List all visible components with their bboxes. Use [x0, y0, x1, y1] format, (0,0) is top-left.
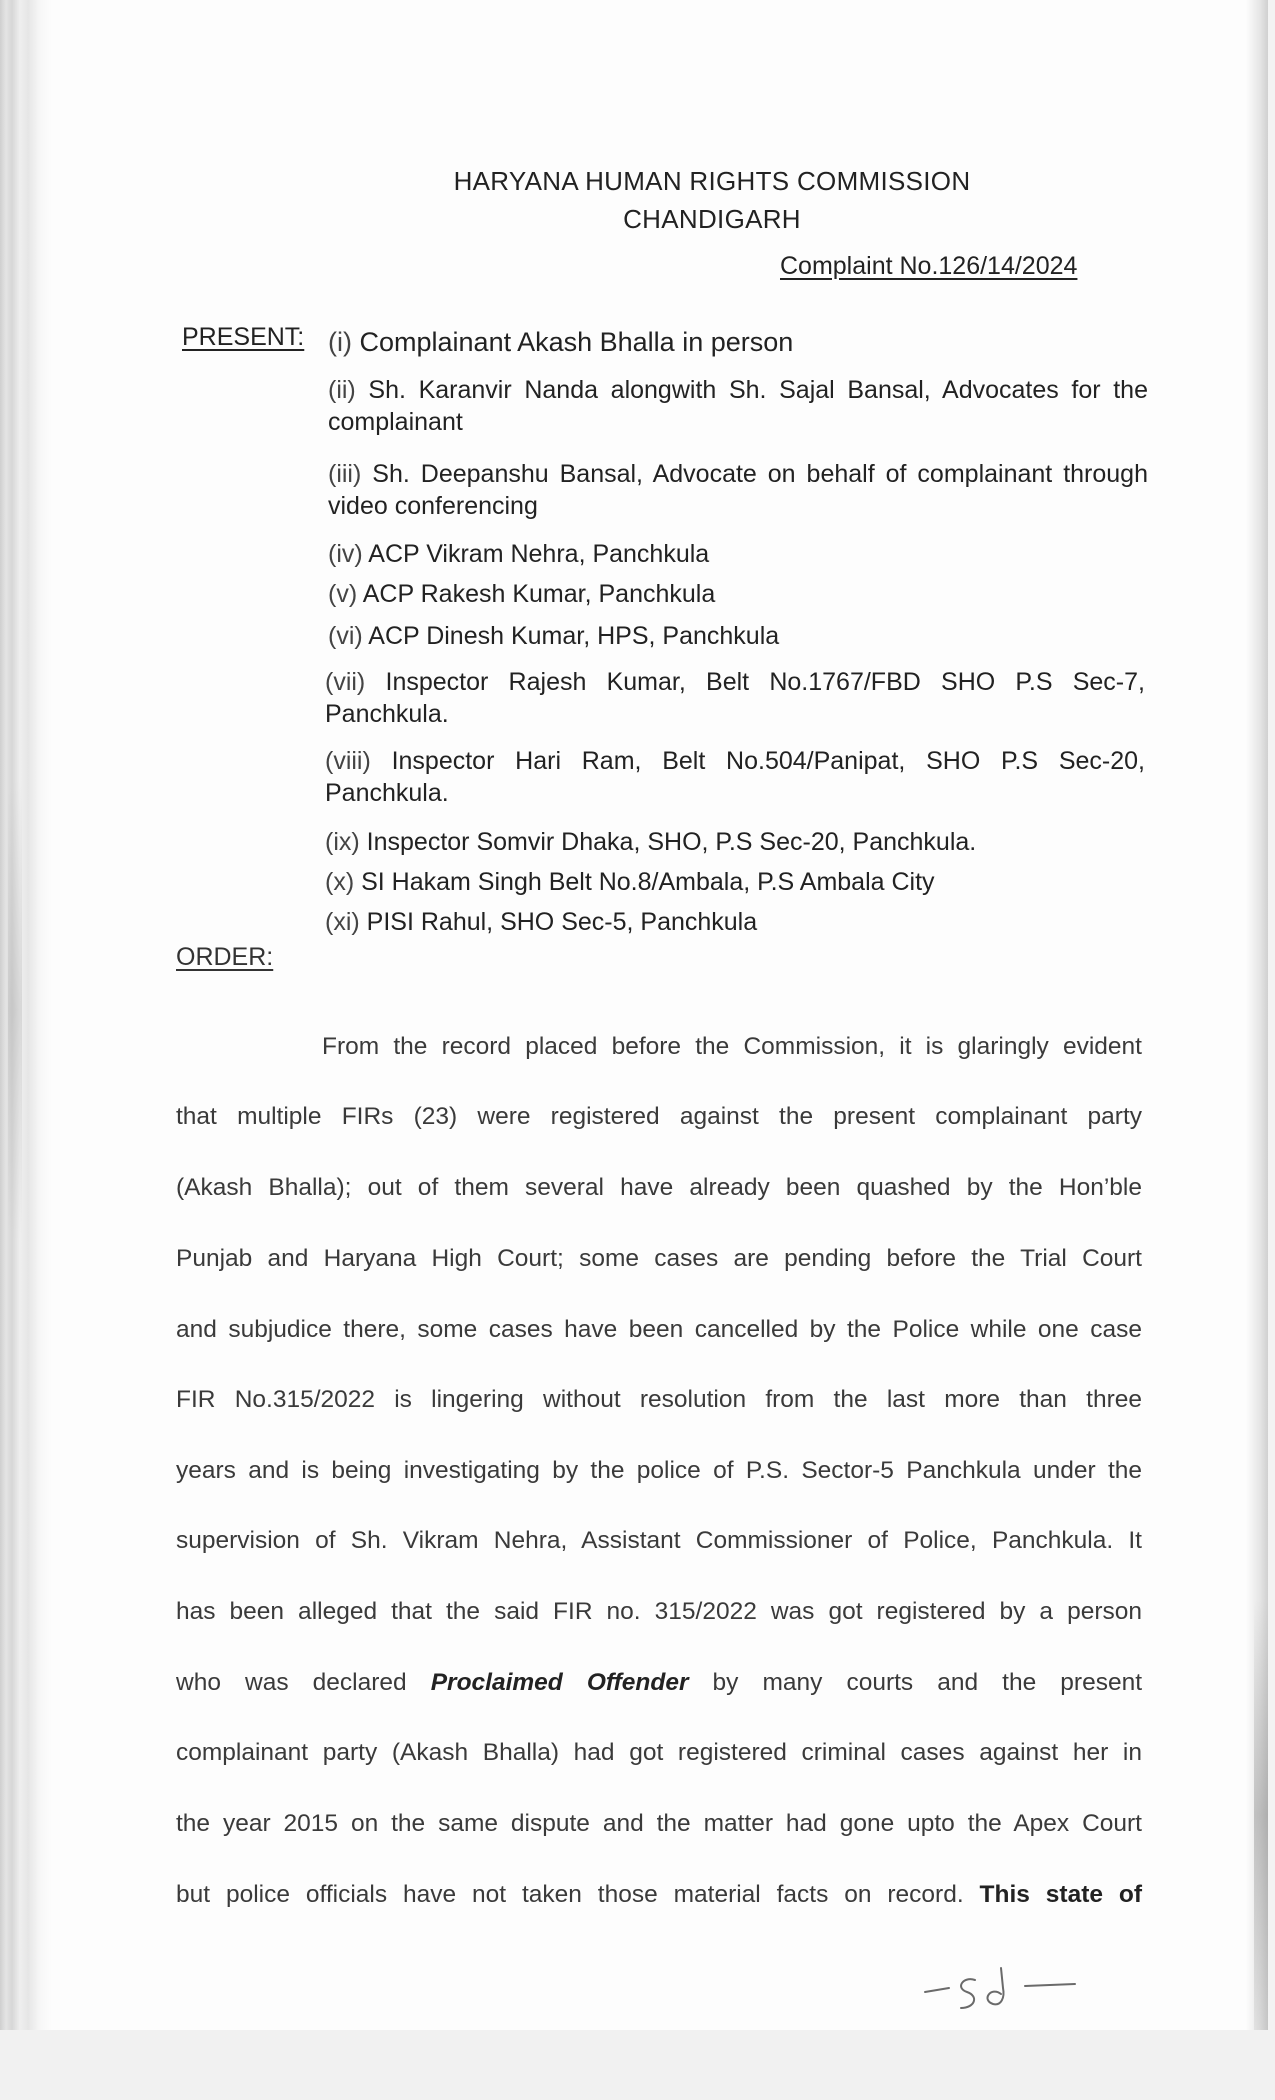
present-item-5: (v) ACP Rakesh Kumar, Panchkula	[328, 580, 716, 608]
order-line-proclaimed: who was declared Proclaimed Offender by many courts and the present	[176, 1669, 1143, 1696]
present-item-7: (vii) Inspector Rajesh Kumar, Belt No.1767/FBD SHO P.S Sec-7, Panchkula.	[325, 668, 1145, 728]
present-item-3: (iii) Sh. Deepanshu Bansal, Advocate on behalf of complainant through video conferencing	[328, 460, 1148, 520]
present-label: PRESENT:	[182, 323, 305, 351]
present-item-8: (viii) Inspector Hari Ram, Belt No.504/Panipat, SHO P.S Sec-20, Panchkula.	[325, 747, 1145, 807]
present-item-9: (ix) Inspector Somvir Dhaka, SHO, P.S Sec-20, Panchkula.	[325, 828, 977, 856]
present-item-10: (x) SI Hakam Singh Belt No.8/Ambala, P.S Ambala City	[325, 868, 935, 896]
proclaimed-offender-emphasis: Proclaimed Offender	[430, 1669, 689, 1696]
present-item-11: (xi) PISI Rahul, SHO Sec-5, Panchkula	[325, 908, 758, 936]
scan-shadow-right	[1254, 1600, 1268, 2030]
signature-mark	[905, 1958, 1095, 2018]
order-line: complainant party (Akash Bhalla) had got registered criminal cases against her in	[176, 1739, 1142, 1766]
complaint-number: Complaint No.126/14/2024	[780, 252, 1078, 280]
order-line: From the record placed before the Commission, it is glaringly evident	[322, 1033, 1142, 1060]
present-item-2: (ii) Sh. Karanvir Nanda alongwith Sh. Sajal Bansal, Advocates for the complainant	[328, 376, 1148, 436]
order-line: Punjab and Haryana High Court; some cases are pending before the Trial Court	[176, 1245, 1142, 1272]
order-line: (Akash Bhalla); out of them several have already been quashed by the Hon’ble	[176, 1174, 1142, 1201]
order-label: ORDER:	[176, 943, 274, 971]
commission-city: CHANDIGARH	[623, 204, 801, 234]
present-item-4: (iv) ACP Vikram Nehra, Panchkula	[328, 540, 710, 568]
order-line: and subjudice there, some cases have been cancelled by the Police while one case	[176, 1316, 1142, 1343]
order-line: has been alleged that the said FIR no. 315/2022 was got registered by a person	[176, 1598, 1142, 1625]
order-line: that multiple FIRs (23) were registered against the present complainant party	[176, 1103, 1142, 1130]
present-item-6: (vi) ACP Dinesh Kumar, HPS, Panchkula	[328, 622, 780, 650]
commission-title: HARYANA HUMAN RIGHTS COMMISSION	[453, 166, 971, 196]
bold-continuation: This state of	[979, 1881, 1143, 1908]
order-line: FIR No.315/2022 is lingering without resolution from the last more than three	[176, 1386, 1142, 1413]
present-item-1: (i) Complainant Akash Bhalla in person	[328, 327, 794, 357]
order-line-last: but police officials have not taken those material facts on record. This state of	[176, 1881, 1143, 1908]
order-line: years and is being investigating by the police of P.S. Sector-5 Panchkula under the	[176, 1457, 1142, 1484]
order-line: the year 2015 on the same dispute and the matter had gone upto the Apex Court	[176, 1810, 1142, 1837]
order-line: supervision of Sh. Vikram Nehra, Assistant Commissioner of Police, Panchkula. It	[176, 1527, 1142, 1554]
scan-bottom-margin	[0, 2030, 1275, 2100]
scan-edge-left	[0, 0, 52, 2030]
